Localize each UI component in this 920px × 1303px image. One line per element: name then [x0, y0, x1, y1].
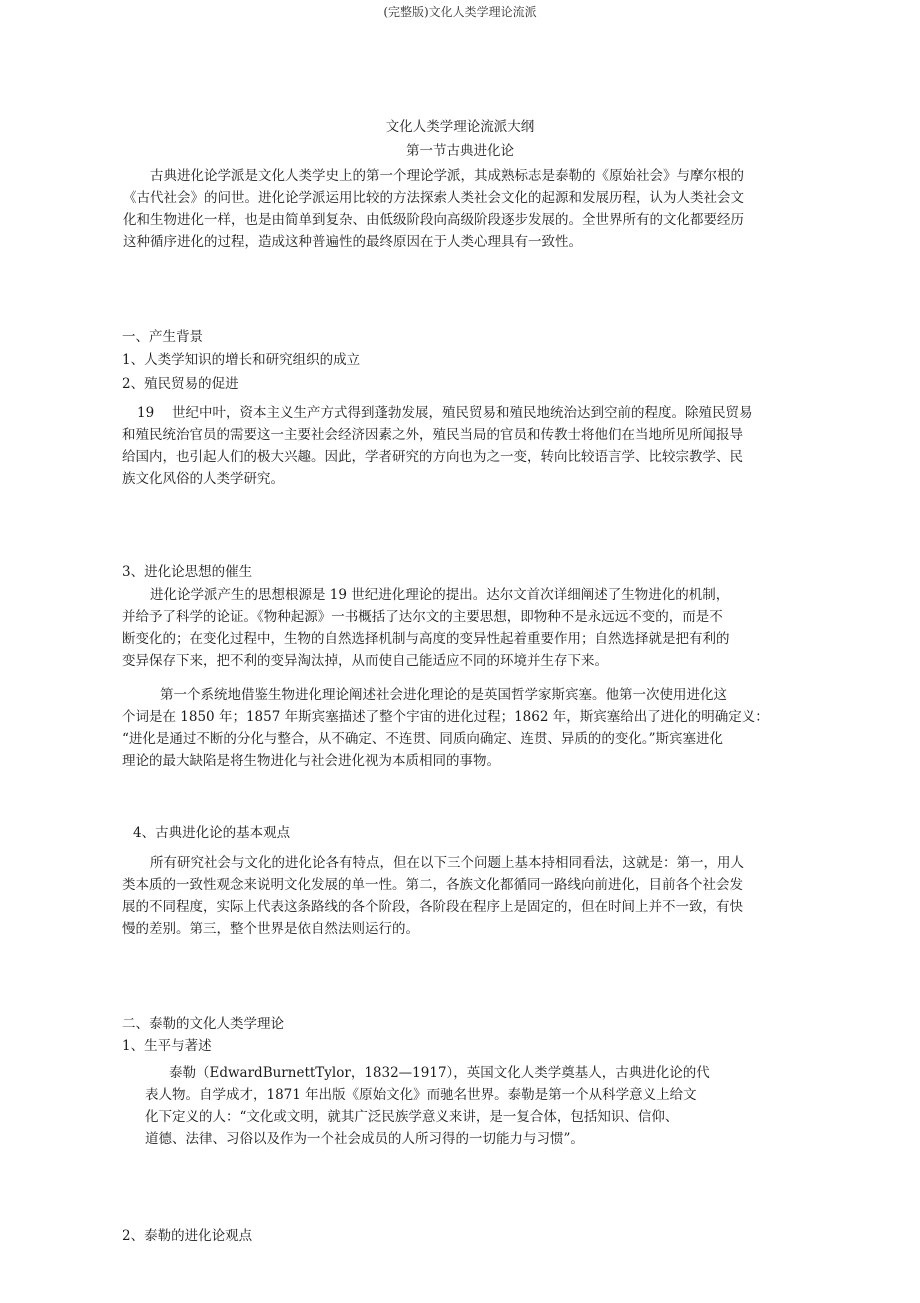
spencer-line: 第一个系统地借鉴生物进化理论阐述社会进化理论的是英国哲学家斯宾塞。他第一次使用进化这	[160, 687, 727, 703]
views-line: 慢的差别。第三，整个世界是依自然法则运行的。	[122, 921, 419, 937]
intro-line: 《古代社会》的问世。进化论学派运用比较的方法探索人类社会文化的起源和发展历程，认为人类社会文	[123, 190, 744, 206]
heading-tylor-2: 2、泰勒的进化论观点	[122, 1228, 253, 1244]
evolution-line: 进化论学派产生的思想根源是 19 世纪进化理论的提出。达尔文首次详细阐述了生物进化的机制，	[150, 587, 730, 603]
evolution-line: 并给予了科学的论证。《物种起源》一书概括了达尔文的主要思想，即物种不是永远远不变的，而是不	[122, 609, 723, 625]
heading-background-2: 2、殖民贸易的促进	[122, 376, 239, 392]
views-paragraph	[122, 852, 744, 940]
heading-tylor: 二、泰勒的文化人类学理论	[122, 1016, 284, 1032]
colonial-paragraph	[122, 402, 752, 490]
spencer-line: “进化是通过不断的分化与整合，从不确定、不连贯、同质向确定、连贯、异质的的变化。”斯宾塞进化	[122, 731, 724, 747]
views-line: 类本质的一致性观念来说明文化发展的单一性。第二，各族文化都循同一路线向前进化，目前各个社会发	[122, 877, 743, 893]
views-line: 展的不同程度，实际上代表这条路线的各个阶段，各阶段在程序上是固定的，但在时间上并不一致，有快	[122, 899, 743, 915]
tylor-line: 表人物。自学成才，1871 年出版《原始文化》而驰名世界。泰勒是第一个从科学意义上给文	[145, 1087, 697, 1103]
page-header: (完整版)文化人类学理论流派	[383, 5, 537, 19]
colonial-line: 和殖民统治官员的需要这一主要社会经济因素之外，殖民当局的官员和传教士将他们在当地所见所闻报导	[122, 427, 743, 443]
document-title: 文化人类学理论流派大纲	[385, 119, 535, 135]
tylor-paragraph	[145, 1062, 710, 1150]
intro-line: 古典进化论学派是文化人类学史上的第一个理论学派，其成熟标志是泰勒的《原始社会》与摩尔根的	[150, 168, 744, 184]
tylor-line: 泰勒（EdwardBurnettTylor，1832—1917），英国文化人类学奠基人，古典进化论的代	[169, 1065, 710, 1081]
colonial-line: 19 世纪中叶，资本主义生产方式得到蓬勃发展，殖民贸易和殖民地统治达到空前的程度。除殖民贸易	[137, 405, 753, 421]
heading-background-4: 4、古典进化论的基本观点	[133, 825, 291, 841]
intro-paragraph	[123, 165, 744, 253]
evolution-line: 断变化的；在变化过程中，生物的自然选择机制与高度的变异性起着重要作用；自然选择就是把有利的	[122, 631, 730, 647]
colonial-line: 给国内，也引起人们的极大兴趣。因此，学者研究的方向也为之一变，转向比较语言学、比较宗教学、民	[122, 449, 743, 465]
tylor-line: 道德、法律、习俗以及作为一个社会成员的人所习得的一切能力与习惯”。	[145, 1131, 584, 1147]
heading-tylor-1: 1、生平与著述	[122, 1038, 212, 1054]
spencer-line: 理论的最大缺陷是将生物进化与社会进化视为本质相同的事物。	[122, 753, 500, 769]
intro-line: 这种循序进化的过程，造成这种普遍性的最终原因在于人类心理具有一致性。	[123, 234, 582, 250]
evolution-line: 变异保存下来，把不利的变异淘汰掉，从而使自己能适应不同的环境并生存下来。	[122, 653, 608, 669]
heading-background: 一、产生背景	[122, 329, 203, 345]
spencer-paragraph	[122, 684, 769, 772]
spencer-line: 个词是在 1850 年；1857 年斯宾塞描述了整个宇宙的进化过程；1862 年，斯宾塞给出了进化的明确定义：	[122, 709, 769, 725]
views-line: 所有研究社会与文化的进化论各有特点，但在以下三个问题上基本持相同看法，这就是：第一，用人	[150, 855, 744, 871]
heading-background-3: 3、进化论思想的催生	[122, 564, 253, 580]
tylor-line: 化下定义的人：“文化或文明，就其广泛民族学意义来讲，是一复合体，包括知识、信仰、	[145, 1109, 679, 1125]
intro-line: 化和生物进化一样，也是由简单到复杂、由低级阶段向高级阶段逐步发展的。全世界所有的文化都要经历	[123, 212, 744, 228]
section-title: 第一节古典进化论	[406, 143, 514, 159]
heading-background-1: 1、人类学知识的增长和研究组织的成立	[122, 352, 361, 368]
colonial-line: 族文化风俗的人类学研究。	[122, 471, 284, 487]
evolution-paragraph	[122, 584, 730, 672]
